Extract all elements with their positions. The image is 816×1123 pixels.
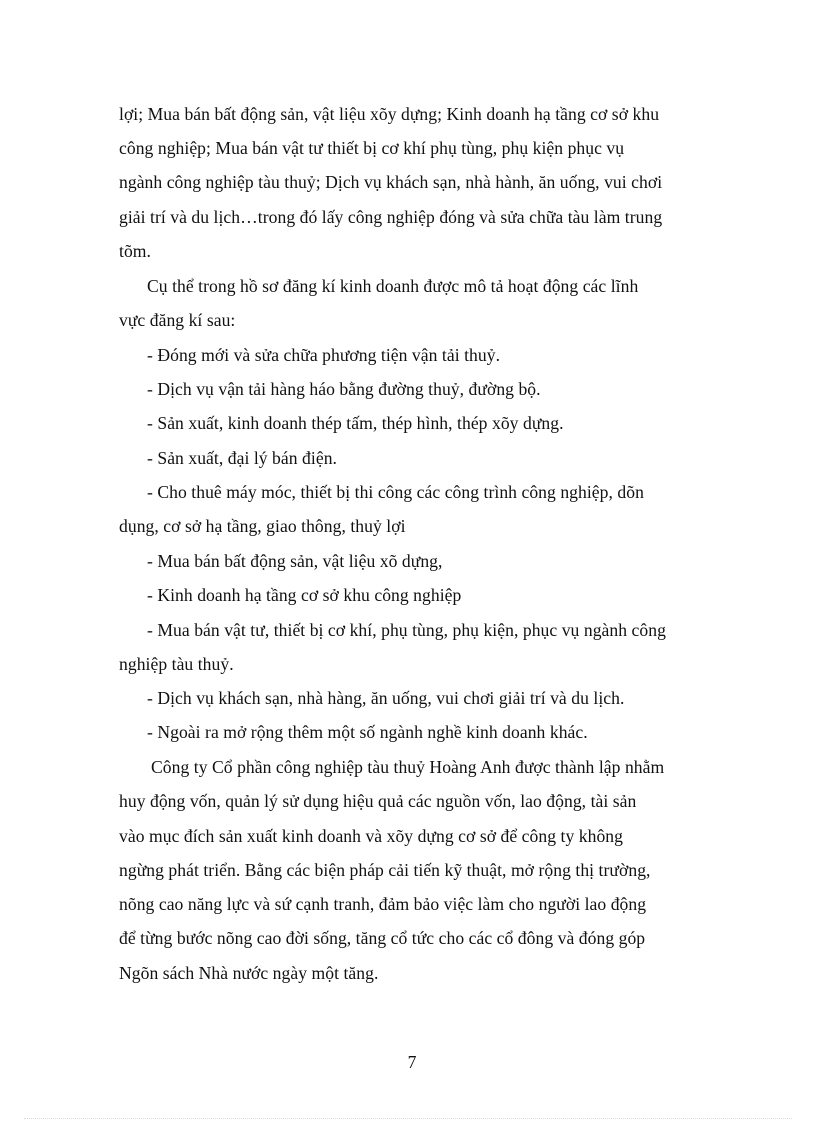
list-item: - Sản xuất, đại lý bán điện. <box>147 448 337 468</box>
list-item: - Dịch vụ vận tải hàng háo bằng đường thuỷ, đường bộ. <box>147 379 541 399</box>
list-item: - Sản xuất, kinh doanh thép tấm, thép hình, thép xõy dựng. <box>147 413 564 433</box>
list-item: - Kinh doanh hạ tầng cơ sở khu công nghiệp <box>147 585 462 605</box>
paragraph-3-line-7: Ngõn sách Nhà nước ngày một tăng. <box>119 963 379 983</box>
page-bottom-divider <box>24 1118 792 1119</box>
paragraph-1-line-4: giải trí và du lịch…trong đó lấy công nghiệp đóng và sửa chữa tàu làm trung <box>119 207 663 227</box>
paragraph-3-line-6: để từng bước nõng cao đời sống, tăng cổ tức cho các cổ đông và đóng góp <box>119 928 646 948</box>
paragraph-1-line-2: công nghiệp; Mua bán vật tư thiết bị cơ khí phụ tùng, phụ kiện phục vụ <box>119 138 625 158</box>
page-number: 7 <box>407 1052 417 1072</box>
paragraph-1-line-3: ngành công nghiệp tàu thuỷ; Dịch vụ khách sạn, nhà hành, ăn uống, vui chơi <box>119 172 663 192</box>
list-item: - Dịch vụ khách sạn, nhà hàng, ăn uống, vui chơi giải trí và du lịch. <box>147 688 625 708</box>
list-item: - Cho thuê máy móc, thiết bị thi công các công trình công nghiệp, dõn <box>147 482 644 502</box>
paragraph-2-line-2: vực đăng kí sau: <box>119 310 236 330</box>
paragraph-1-line-5: tõm. <box>119 241 151 261</box>
list-item: - Đóng mới và sửa chữa phương tiện vận tải thuỷ. <box>147 345 501 365</box>
paragraph-3-line-3: vào mục đích sản xuất kinh doanh và xõy dựng cơ sở để công ty không <box>119 826 623 846</box>
paragraph-3-line-2: huy động vốn, quản lý sử dụng hiệu quả các nguồn vốn, lao động, tài sản <box>119 791 637 811</box>
paragraph-3-line-5: nõng cao năng lực và sứ cạnh tranh, đảm bảo việc làm cho người lao động <box>119 894 647 914</box>
list-item: - Mua bán vật tư, thiết bị cơ khí, phụ tùng, phụ kiện, phục vụ ngành công <box>147 620 666 640</box>
list-item: - Ngoài ra mở rộng thêm một số ngành nghề kinh doanh khác. <box>147 722 588 742</box>
list-item-continuation: nghiệp tàu thuỷ. <box>119 654 234 674</box>
paragraph-3-line-1: Công ty Cổ phần công nghiệp tàu thuỷ Hoàng Anh được thành lập nhằm <box>151 757 665 777</box>
paragraph-3-line-4: ngừng phát triển. Bằng các biện pháp cải tiến kỹ thuật, mở rộng thị trường, <box>119 860 651 880</box>
list-item-continuation: dụng, cơ sở hạ tầng, giao thông, thuỷ lợi <box>119 516 406 536</box>
paragraph-1-line-1: lợi; Mua bán bất động sản, vật liệu xõy dựng; Kinh doanh hạ tầng cơ sở khu <box>119 104 660 124</box>
paragraph-2-line-1: Cụ thể trong hồ sơ đăng kí kinh doanh được mô tả hoạt động các lĩnh <box>147 276 639 296</box>
list-item: - Mua bán bất động sản, vật liệu xõ dựng, <box>147 551 443 571</box>
